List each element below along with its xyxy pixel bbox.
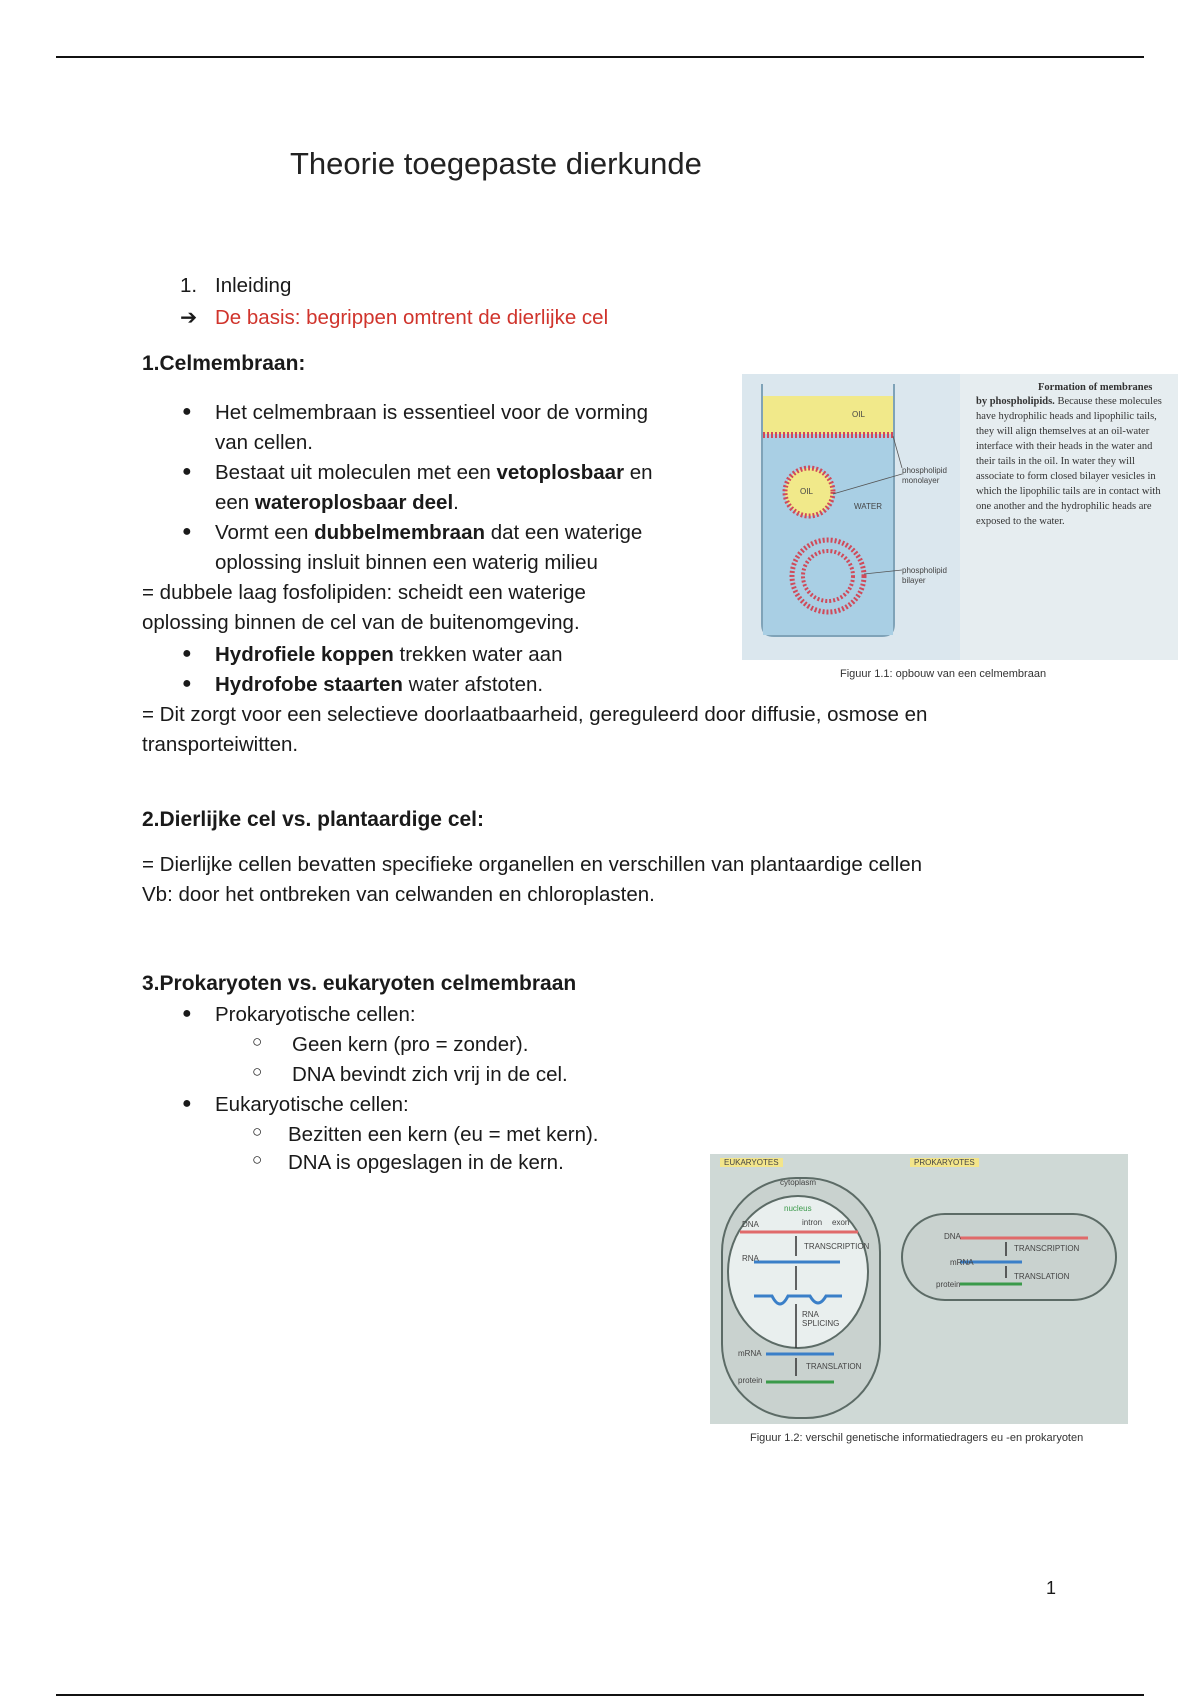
fig1-water-label: WATER (854, 502, 882, 511)
s1-b5-post: water afstoten. (402, 673, 544, 696)
s2-line2: Vb: door het ontbreken van celwanden en chloroplasten. (142, 883, 655, 906)
fig1-text-body: Because these molecules have hydrophilic heads and lipophilic tails, they will align themselves at an oil-water interface with their heads in the water and their tails in the oil. In water they will associate to form closed bilayer vesicles in which the lipophilic tails are in contact with one another and the hydrophilic heads are exposed to the water. (976, 396, 1162, 527)
intro-number: 1. (180, 274, 198, 297)
fig2-cytoplasm-label: cytoplasm (780, 1178, 817, 1187)
s1-b2-line2-pre: een (215, 491, 255, 514)
page-number: 1 (1045, 1578, 1056, 1598)
circle-bullet-icon: ○ (252, 1062, 263, 1081)
section1-heading: 1.Celmembraan: (142, 352, 306, 375)
fig2-rna-label: RNA (742, 1254, 759, 1263)
fig2-protein-label: protein (738, 1376, 763, 1385)
intro-subtitle: De basis: begrippen omtrent de dierlijke cel (215, 306, 609, 329)
fig1-text-title: Formation of membranes (1038, 382, 1153, 393)
figure-genetic (710, 1154, 1128, 1424)
fig2-prokaryotes-label: PROKARYOTES (910, 1158, 979, 1167)
s3-pro: Prokaryotische cellen: (215, 1003, 416, 1026)
s1-b5-bold: Hydrofobe staarten (215, 673, 403, 696)
s1-bullet3-line2: oplossing insluit binnen een waterig milieu (215, 551, 598, 574)
s1-b2-pre: Bestaat uit moleculen met een (215, 461, 497, 484)
figure2-caption: Figuur 1.2: verschil genetische informatiedragers eu -en prokaryoten (750, 1432, 1084, 1444)
fig2-pro-dna-label: DNA (944, 1232, 961, 1241)
s1-bullet1-line2: van cellen. (215, 431, 314, 454)
top-rule (56, 56, 1144, 58)
figure1-caption: Figuur 1.1: opbouw van een celmembraan (840, 668, 1047, 680)
s1-bullet4 (215, 640, 563, 670)
fig2-translation-label: TRANSLATION (806, 1362, 862, 1371)
fig2-rna-splicing-label: RNA SPLICING (802, 1310, 840, 1328)
s3-eu-b: DNA is opgeslagen in de kern. (288, 1151, 564, 1174)
bullet-icon: ● (182, 675, 192, 692)
fig2-pro-protein-label: protein (936, 1280, 961, 1289)
fig2-pro-mrna-label: mRNA (950, 1258, 974, 1267)
bullet-icon: ● (182, 1095, 192, 1112)
bullet-icon: ● (182, 645, 192, 662)
s1-eq2-line1: = Dit zorgt voor een selectieve doorlaatbaarheid, gereguleerd door diffusie, osmose en (142, 703, 928, 726)
bullet-icon: ● (182, 403, 192, 420)
fig1-text-bold: by phospholipids. (976, 396, 1055, 407)
figure-membrane (742, 374, 1178, 660)
fig1-bilayer-label: phospholipid bilayer (902, 566, 947, 585)
s1-b2-end: . (453, 491, 459, 514)
s2-line1: = Dierlijke cellen bevatten specifieke organellen en verschillen van plantaardige cellen (142, 853, 923, 876)
s3-pro-a: Geen kern (pro = zonder). (292, 1033, 529, 1056)
arrow-icon: ➔ (180, 306, 198, 329)
bullet-icon: ● (182, 1005, 192, 1022)
fig2-eukaryotes-label: EUKARYOTES (720, 1158, 783, 1167)
fig1-text-block (976, 394, 1172, 529)
fig2-exon-label: exon (832, 1218, 850, 1227)
fig2-pro-transcription-label: TRANSCRIPTION (1014, 1244, 1080, 1253)
s1-eq2-line2: transporteiwitten. (142, 733, 299, 756)
s1-b2-mid: en (624, 461, 653, 484)
s1-b4-post: trekken water aan (393, 643, 563, 666)
s1-bullet2-line1 (215, 458, 653, 488)
s3-pro-b: DNA bevindt zich vrij in de cel. (292, 1063, 568, 1086)
circle-bullet-icon: ○ (252, 1150, 263, 1169)
s1-eq1-line1: = dubbele laag fosfolipiden: scheidt een waterige (142, 581, 586, 604)
s1-b3-pre: Vormt een (215, 521, 315, 544)
document-title: Theorie toegepaste dierkunde (290, 146, 702, 181)
s1-eq1-line2: oplossing binnen de cel van de buitenomgeving. (142, 611, 580, 634)
s3-eu: Eukaryotische cellen: (215, 1093, 409, 1116)
bullet-icon: ● (182, 463, 192, 480)
section3-heading: 3.Prokaryoten vs. eukaryoten celmembraan (142, 972, 577, 995)
bottom-rule (56, 1694, 1144, 1696)
s1-bullet5 (215, 670, 543, 700)
s1-b3-post: dat een waterige (485, 521, 643, 544)
fig2-dna-label: DNA (742, 1220, 759, 1229)
circle-bullet-icon: ○ (252, 1032, 263, 1051)
s1-bullet3-line1 (215, 518, 642, 548)
s1-b4-bold: Hydrofiele koppen (215, 643, 394, 666)
bullet-icon: ● (182, 523, 192, 540)
fig1-monolayer-label: phospholipid monolayer (902, 466, 947, 485)
fig1-oil-label: OIL (852, 410, 865, 419)
s1-b2-bold1: vetoplosbaar (496, 461, 625, 484)
fig1-oil-small: OIL (800, 487, 813, 496)
fig2-intron-label: intron (802, 1218, 823, 1227)
genetic-diagram (710, 1154, 1128, 1424)
fig2-transcription-label: TRANSCRIPTION (804, 1242, 870, 1251)
fig2-pro-translation-label: TRANSLATION (1014, 1272, 1070, 1281)
s1-b2-bold2: wateroplosbaar deel (254, 491, 454, 514)
s1-bullet2-line2 (215, 488, 459, 518)
circle-bullet-icon: ○ (252, 1122, 263, 1141)
fig2-nucleus-label: nucleus (784, 1204, 812, 1213)
s1-bullet1-line1: Het celmembraan is essentieel voor de vorming (215, 401, 648, 424)
section2-heading: 2.Dierlijke cel vs. plantaardige cel: (142, 808, 484, 831)
intro-label: Inleiding (215, 274, 292, 297)
s3-eu-a: Bezitten een kern (eu = met kern). (288, 1123, 599, 1146)
s1-b3-bold: dubbelmembraan (314, 521, 486, 544)
fig2-mrna-label: mRNA (738, 1349, 762, 1358)
